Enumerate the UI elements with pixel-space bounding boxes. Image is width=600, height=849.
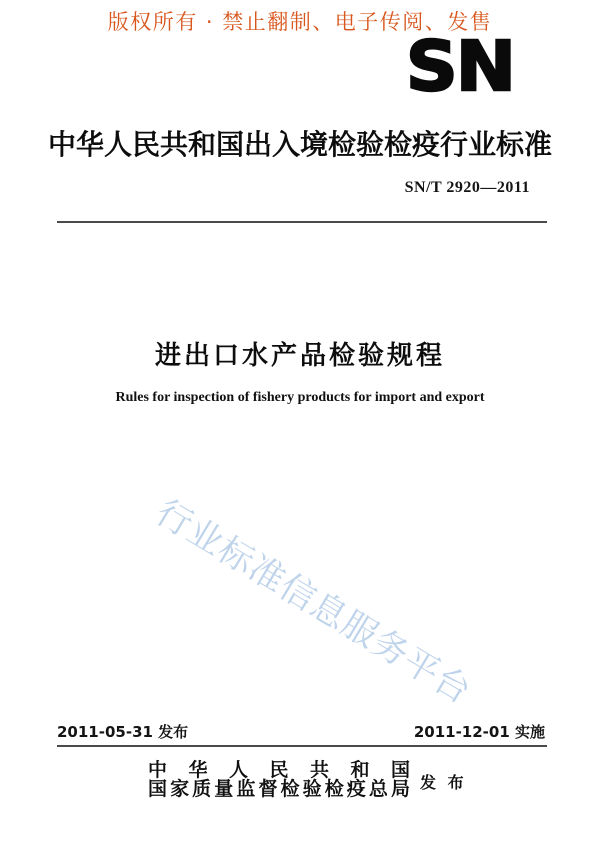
publisher-block [148, 761, 467, 799]
publisher-line2: 国家质量监督检验检疫总局 [148, 779, 410, 800]
standard-number: SN/T 2920—2011 [404, 179, 530, 196]
publish-label: 发 布 [420, 772, 467, 792]
diagonal-watermark: 行业标准信息服务平台 [148, 492, 479, 713]
implementation-date: 2011-12-01 实施 [413, 723, 545, 741]
publisher-name [148, 761, 410, 799]
sn-logo: SN [405, 26, 514, 106]
footer-divider-line [57, 745, 547, 747]
copyright-notice: 版权所有 · 禁止翻制、电子传阅、发售 [107, 10, 493, 34]
issue-date: 2011-05-31 发布 [57, 723, 189, 741]
document-title-zh: 进出口水产品检验规程 [154, 341, 445, 371]
publisher-line1: 中 华 人 民 共 和 国 [148, 760, 410, 781]
header-divider-line [57, 221, 547, 223]
document-title-en: Rules for inspection of fishery products for import and export [115, 390, 485, 405]
standard-category-heading: 中华人民共和国出入境检验检疫行业标准 [47, 128, 552, 161]
